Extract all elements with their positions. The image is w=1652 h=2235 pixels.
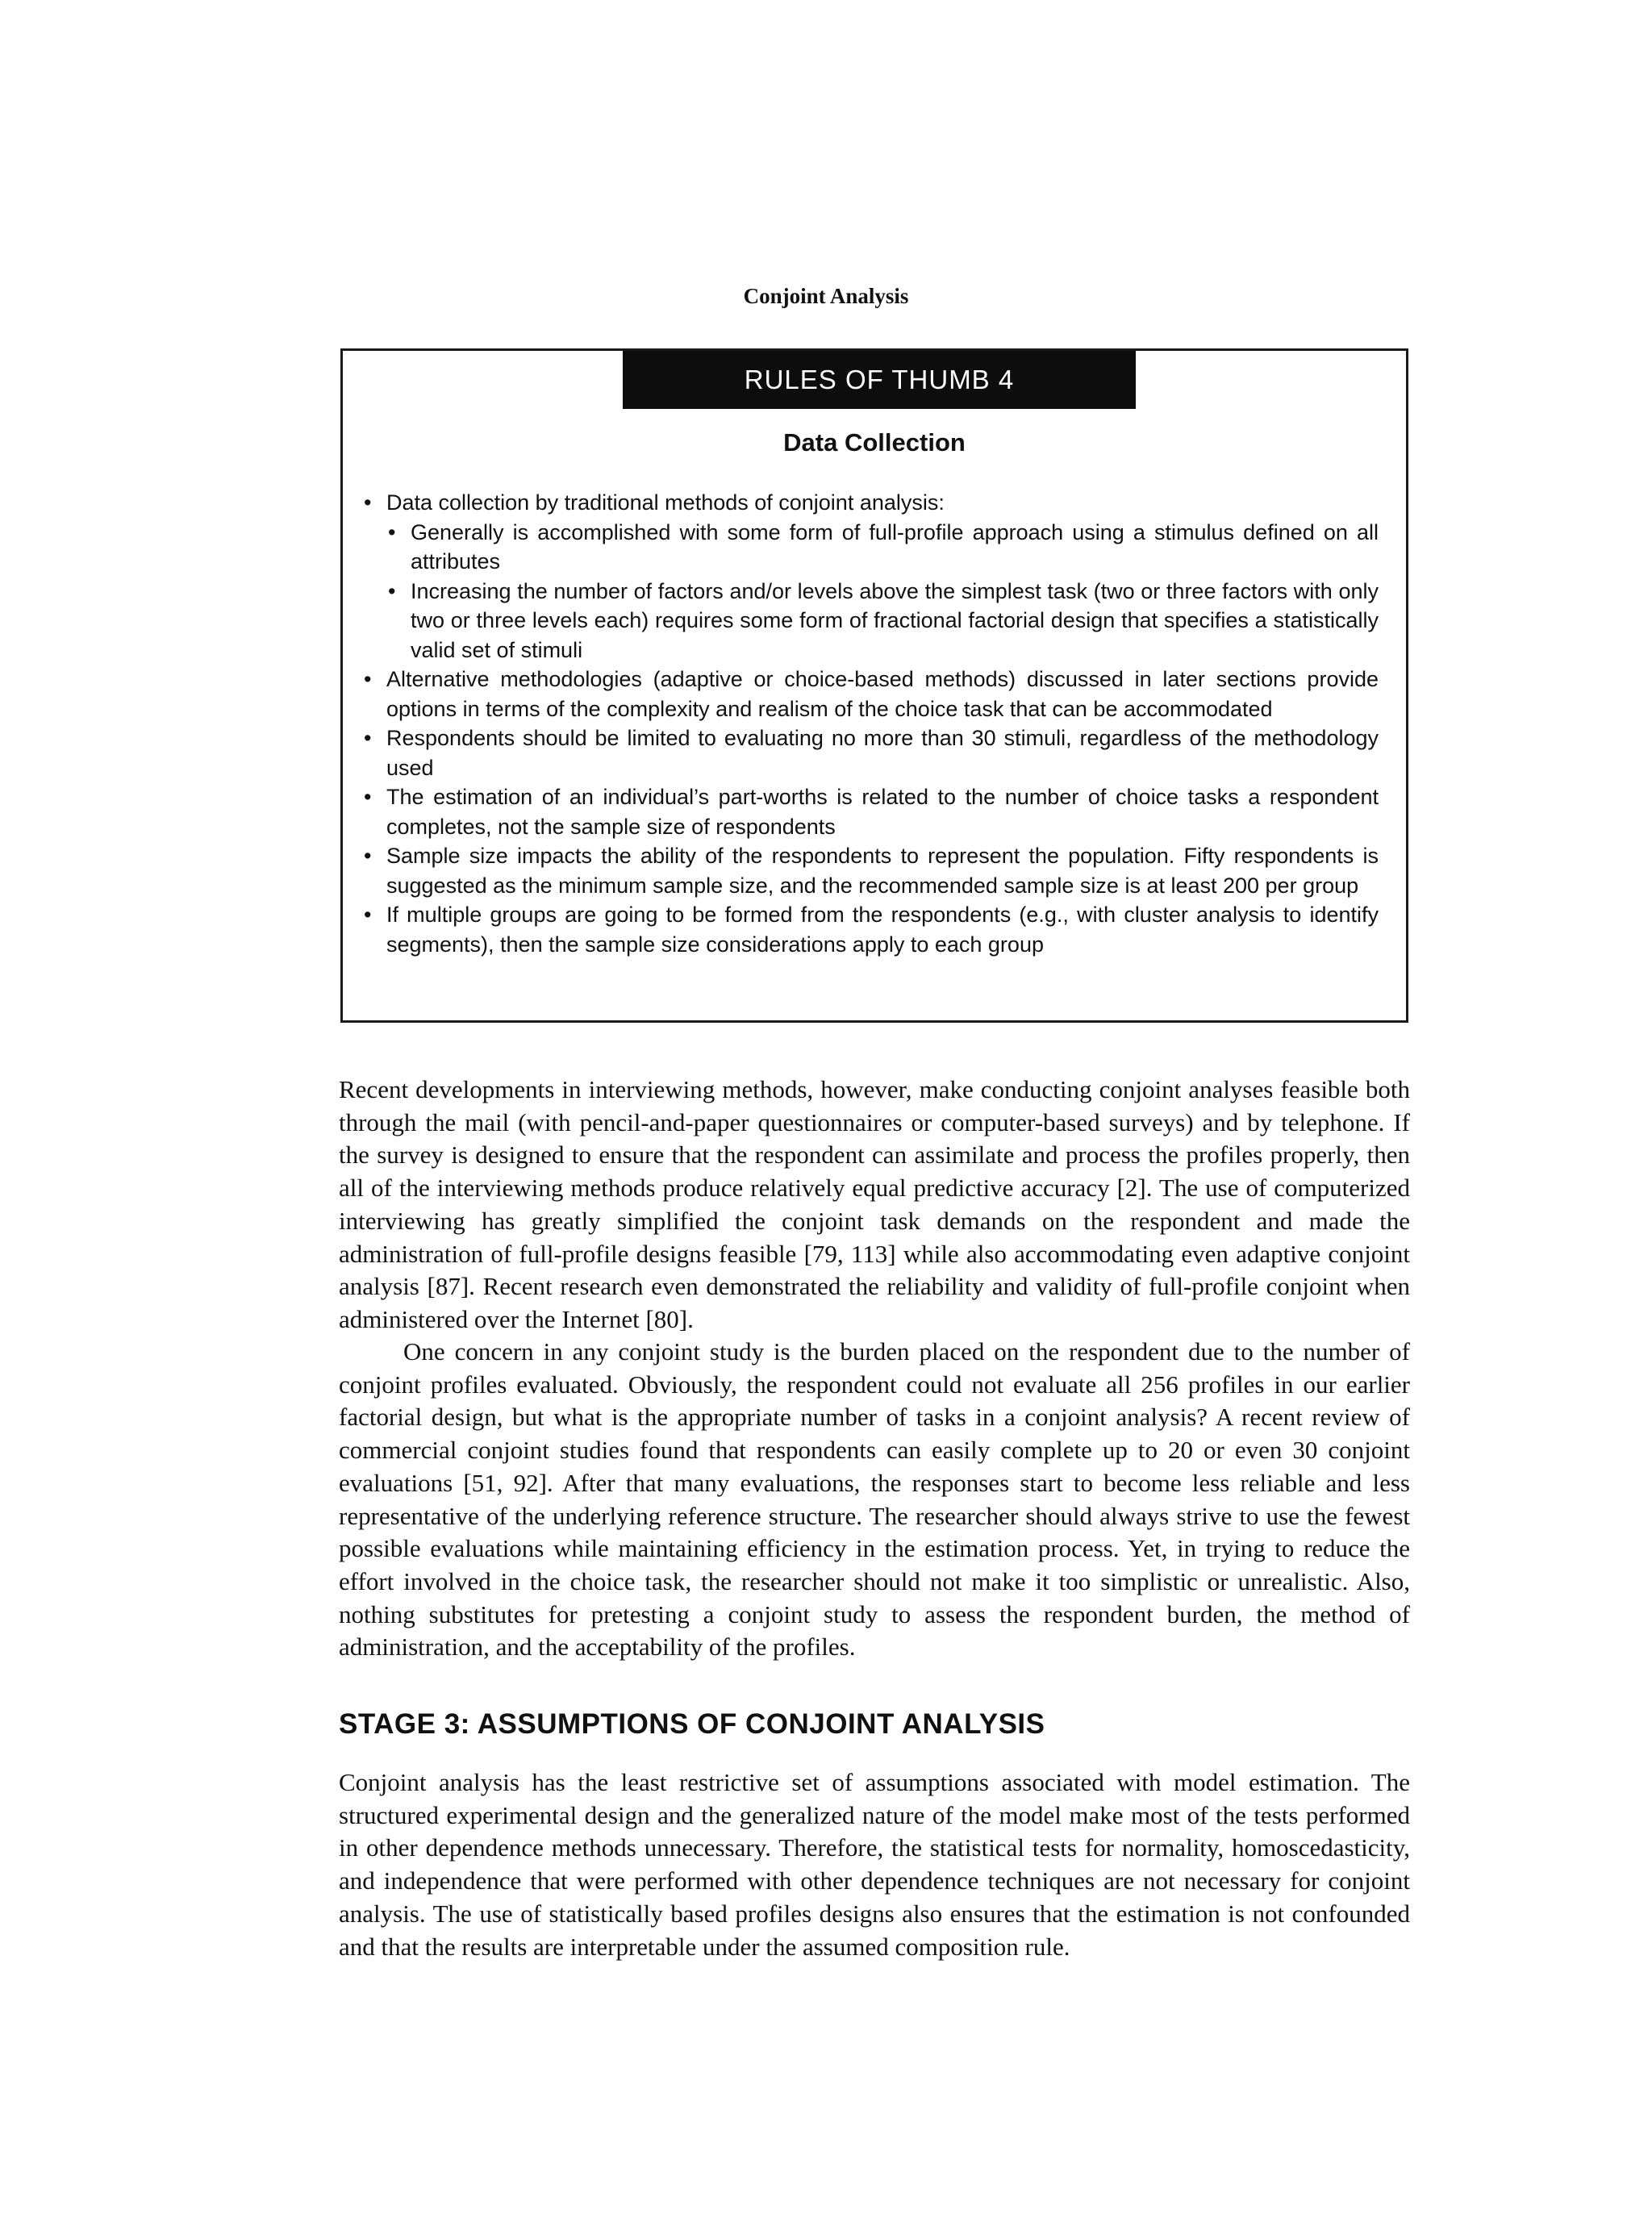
rule-item: [362, 488, 1379, 665]
rules-of-thumb-box: [340, 348, 1408, 1023]
rule-subitem: • Generally is accomplished with some form of full-profile approach using a stimulus defined on all attributes: [386, 518, 1379, 577]
rule-text: Data collection by traditional methods of conjoint analysis:: [386, 490, 945, 515]
body-paragraph: Conjoint analysis has the least restrictive set of assumptions associated with model estimation. The structured experimental design and the generalized nature of the model make most of the tests performed in other dependence methods unnecessary. Therefore, the statistical tests for normality, homoscedasticity, and independence that were performed with other dependence techniques are not necessary for conjoint analysis. The use of statistically based profiles designs also ensures that the estimation is not confounded and that the results are interpretable under the assumed composition rule.: [339, 1768, 1410, 1961]
rule-item: • Sample size impacts the ability of the respondents to represent the population. Fifty respondents is suggested as the minimum sample size, and the recommended sample size is at least 200 per group: [362, 841, 1379, 900]
rule-sublist: [386, 518, 1379, 665]
rules-list: [362, 488, 1379, 959]
rule-item: • Alternative methodologies (adaptive or choice-based methods) discussed in later sections provide options in terms of the complexity and realism of the choice task that can be accommodated: [362, 665, 1379, 723]
running-head: Conjoint Analysis: [743, 284, 909, 308]
box-heading: Data Collection: [783, 428, 966, 457]
rule-subitem: • Increasing the number of factors and/or levels above the simplest task (two or three factors with only two or three levels each) requires some form of fractional factorial design that specifies a statistically valid set of stimuli: [386, 577, 1379, 665]
rule-item: • The estimation of an individual’s part-worths is related to the number of choice tasks a respondent completes, not the sample size of respondents: [362, 782, 1379, 841]
rule-item: • If multiple groups are going to be formed from the respondents (e.g., with cluster analysis to identify segments), then the sample size considerations apply to each group: [362, 900, 1379, 959]
body-paragraph: One concern in any conjoint study is the burden placed on the respondent due to the number of conjoint profiles evaluated. Obviously, the respondent could not evaluate all 256 profiles in our earlier factorial design, but what is the appropriate number of tasks in a conjoint analysis? A recent review of commercial conjoint studies found that respondents can easily complete up to 20 or even 30 conjoint evaluations [51, 92]. After that many evaluations, the responses start to become less reliable and less representative of the underlying reference structure. The researcher should always strive to use the fewest possible evaluations while maintaining efficiency in the estimation process. Yet, in trying to reduce the effort involved in the choice task, the researcher should not make it too simplistic or unrealistic. Also, nothing substitutes for pretesting a conjoint study to assess the respondent burden, the method of administration, and the acceptability of the profiles.: [339, 1337, 1410, 1662]
rule-item: • Respondents should be limited to evaluating no more than 30 stimuli, regardless of the methodology used: [362, 723, 1379, 782]
box-label: RULES OF THUMB 4: [623, 351, 1136, 409]
body-paragraph: Recent developments in interviewing methods, however, make conducting conjoint analyses feasible both through the mail (with pencil-and-paper questionnaires or computer-based surveys) and by telephone. If the survey is designed to ensure that the respondent can assimilate and process the profiles properly, then all of the interviewing methods produce relatively equal predictive accuracy [2]. The use of computerized interviewing has greatly simplified the conjoint task demands on the respondent and made the administration of full-profile designs feasible [79, 113] while also accommodating even adaptive conjoint analysis [87]. Recent research even demonstrated the reliability and validity of full-profile conjoint when administered over the Internet [80].: [339, 1075, 1410, 1333]
section-heading: STAGE 3: ASSUMPTIONS OF CONJOINT ANALYSIS: [339, 1708, 1045, 1740]
